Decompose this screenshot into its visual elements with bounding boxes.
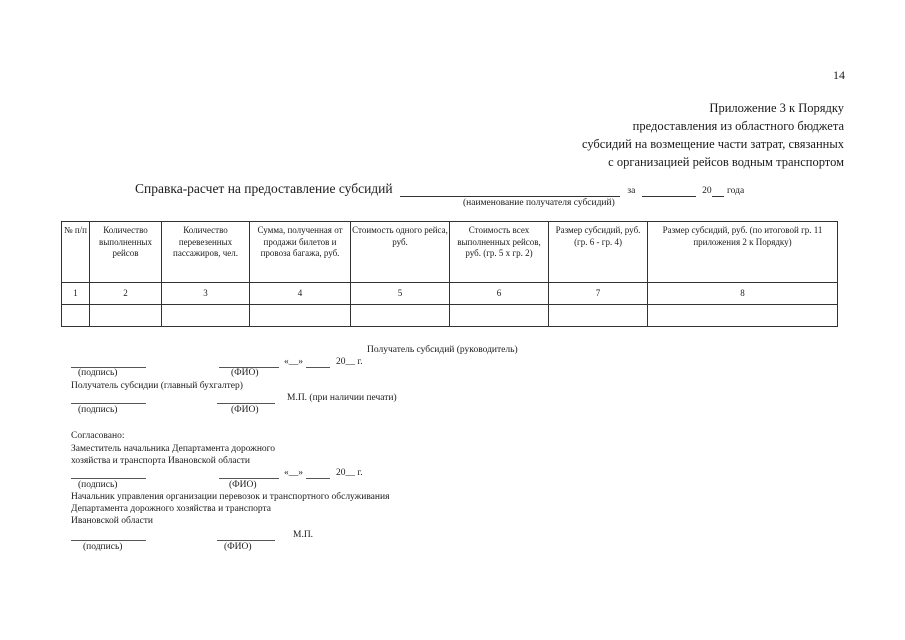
date-month-line[interactable] <box>306 358 330 368</box>
table-data-row <box>62 305 838 327</box>
appendix-line: Приложение 3 к Порядку <box>709 101 844 115</box>
date-year: 20__ г. <box>336 357 363 367</box>
date-year: 20__ г. <box>336 468 363 478</box>
recipient-caption: (наименование получателя субсидий) <box>463 198 615 208</box>
table-header-cell: Сумма, полученная от продажи билетов и провоза багажа, руб. <box>250 222 351 283</box>
agreed-label: Согласовано: <box>71 431 125 441</box>
table-cell[interactable] <box>250 305 351 327</box>
table-header-cell: № п/п <box>62 222 90 283</box>
table-column-number: 7 <box>549 283 648 305</box>
document-title-row <box>135 181 744 197</box>
year-suffix: года <box>726 186 745 196</box>
table-cell[interactable] <box>450 305 549 327</box>
year-field[interactable] <box>712 186 724 197</box>
signature-line[interactable] <box>71 358 146 368</box>
table-column-number: 8 <box>648 283 838 305</box>
document-title: Справка-расчет на предоставление субсидий <box>135 181 393 196</box>
table-cell[interactable] <box>62 305 90 327</box>
fio-caption: (ФИО) <box>224 542 252 552</box>
table-header-cell: Стоимость одного рейса, руб. <box>351 222 450 283</box>
table-cell[interactable] <box>162 305 250 327</box>
period-label: за <box>627 186 636 196</box>
table-column-number: 4 <box>250 283 351 305</box>
appendix-header <box>582 99 844 171</box>
table-column-number: 6 <box>450 283 549 305</box>
calculation-table <box>61 221 838 327</box>
appendix-line: субсидий на возмещение части затрат, связанных <box>581 137 844 151</box>
appendix-line: с организацией рейсов водным транспортом <box>608 155 844 169</box>
period-field[interactable] <box>642 186 696 197</box>
signature-caption: (подпись) <box>78 368 118 378</box>
date-day: «__» <box>284 468 303 478</box>
chief-title-line: Ивановской области <box>71 516 154 526</box>
signature-caption: (подпись) <box>78 405 118 415</box>
deputy-title-line: хозяйства и транспорта Ивановской области <box>71 456 250 466</box>
signature-line[interactable] <box>71 531 146 541</box>
signature-line[interactable] <box>71 469 146 479</box>
table-header-row <box>62 222 838 283</box>
seal-mark: М.П. <box>293 530 314 540</box>
recipient-name-field[interactable] <box>400 184 620 197</box>
fio-line[interactable] <box>219 358 279 368</box>
recipient-head-label: Получатель субсидий (руководитель) <box>367 345 518 355</box>
date-month-line[interactable] <box>306 469 330 479</box>
chief-title-line: Начальник управления организации перевозок и транспортного обслуживания <box>71 492 390 502</box>
table-header-cell: Размер субсидий, руб. (гр. 6 - гр. 4) <box>549 222 648 283</box>
table-cell[interactable] <box>549 305 648 327</box>
table-column-number: 2 <box>90 283 162 305</box>
table-cell[interactable] <box>648 305 838 327</box>
page-number: 14 <box>833 68 845 82</box>
fio-caption: (ФИО) <box>229 480 257 490</box>
date-day: «__» <box>284 357 303 367</box>
table-column-number: 1 <box>62 283 90 305</box>
table-number-row <box>62 283 838 305</box>
accountant-label: Получатель субсидии (главный бухгалтер) <box>71 381 243 391</box>
signature-line[interactable] <box>71 394 146 404</box>
table-column-number: 3 <box>162 283 250 305</box>
fio-line[interactable] <box>217 531 275 541</box>
table-cell[interactable] <box>351 305 450 327</box>
table-cell[interactable] <box>90 305 162 327</box>
deputy-title-line: Заместитель начальника Департамента дорожного <box>71 444 276 454</box>
year-prefix: 20 <box>702 186 712 196</box>
table-header-cell: Стоимость всех выполненных рейсов, руб. (гр. 5 х гр. 2) <box>450 222 549 283</box>
table-header-cell: Количество перевезенных пассажиров, чел. <box>162 222 250 283</box>
fio-caption: (ФИО) <box>231 368 259 378</box>
table-column-number: 5 <box>351 283 450 305</box>
table-header-cell: Количество выполненных рейсов <box>90 222 162 283</box>
signature-caption: (подпись) <box>78 480 118 490</box>
fio-caption: (ФИО) <box>231 405 259 415</box>
chief-title-line: Департамента дорожного хозяйства и транспорта <box>71 504 272 514</box>
fio-line[interactable] <box>217 394 275 404</box>
signature-caption: (подпись) <box>83 542 123 552</box>
appendix-line: предоставления из областного бюджета <box>632 119 844 133</box>
fio-line[interactable] <box>219 469 279 479</box>
table-header-cell: Размер субсидий, руб. (по итоговой гр. 11 приложения 2 к Порядку) <box>648 222 838 283</box>
seal-note: М.П. (при наличии печати) <box>287 393 397 403</box>
